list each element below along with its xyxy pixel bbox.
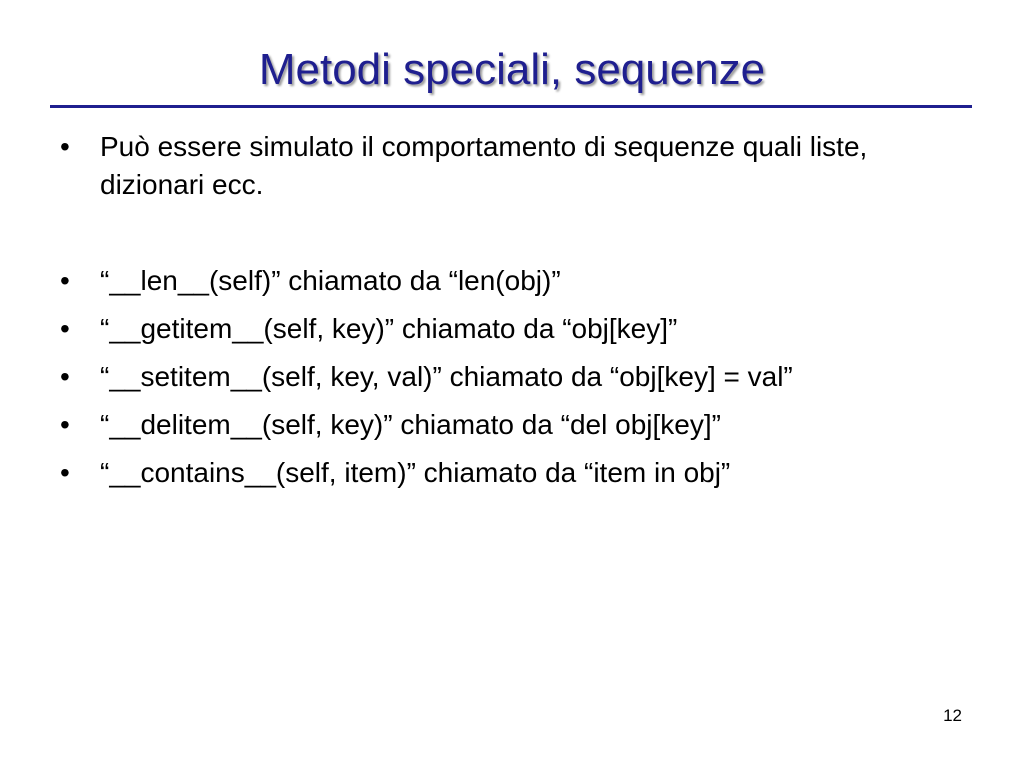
bullet-text: Può essere simulato il comportamento di sequenze quali liste, dizionari ecc. — [100, 131, 868, 200]
bullet-text: “__setitem__(self, key, val)” chiamato da “obj[key] = val” — [100, 361, 793, 392]
bullet-text: “__contains__(self, item)” chiamato da “item in obj” — [100, 457, 731, 488]
page-number: 12 — [943, 706, 962, 725]
bullet-marker: • — [60, 265, 70, 296]
bullet-item — [56, 406, 976, 444]
bullet-marker: • — [60, 313, 70, 344]
bullet-list — [56, 128, 976, 502]
bullet-item — [56, 128, 976, 204]
bullet-item — [56, 262, 976, 300]
bullet-marker: • — [60, 457, 70, 488]
bullet-marker: • — [60, 131, 70, 162]
bullet-text: “__getitem__(self, key)” chiamato da “obj[key]” — [100, 313, 678, 344]
bullet-marker: • — [60, 409, 70, 440]
bullet-text: “__len__(self)” chiamato da “len(obj)” — [100, 265, 561, 296]
bullet-item — [56, 310, 976, 348]
title-divider — [50, 105, 972, 108]
slide-title: Metodi speciali, sequenze — [258, 45, 766, 94]
bullet-marker: • — [60, 361, 70, 392]
bullet-item — [56, 454, 976, 492]
bullet-item — [56, 358, 976, 396]
bullet-text: “__delitem__(self, key)” chiamato da “del obj[key]” — [100, 409, 721, 440]
